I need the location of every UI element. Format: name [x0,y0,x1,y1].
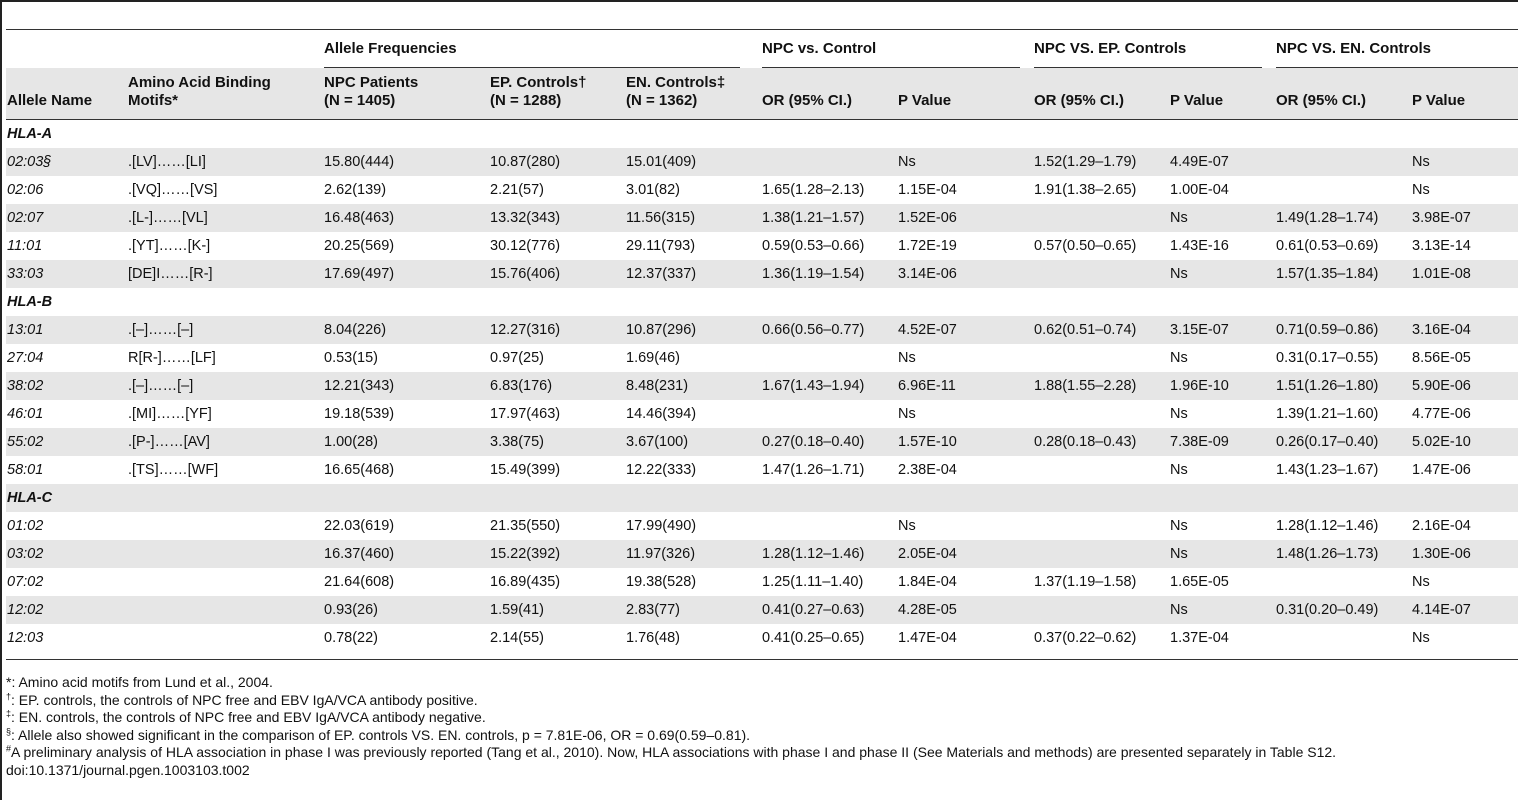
cell-p-npc-control: Ns [898,406,916,422]
cell-p-npc-ep: Ns [1170,462,1188,478]
cell-or-npc-ep: 1.52(1.29–1.79) [1034,154,1137,170]
table-row [6,400,1518,428]
table-bottom-rule [6,659,1518,660]
cell-npc-patients: 17.69(497) [324,266,395,282]
cell-or-npc-control: 1.28(1.12–1.46) [762,546,865,562]
cell-npc-patients: 0.93(26) [324,602,379,618]
cell-p-npc-control: Ns [898,350,916,366]
cell-motif: R[R-]……[LF] [128,350,216,366]
cell-p-npc-en: 1.30E-06 [1412,546,1471,562]
footnote-mark: # [6,743,12,754]
cell-p-npc-control: 6.96E-11 [898,378,956,394]
table-row [6,624,1518,652]
section-row [6,120,1518,148]
cell-or-npc-en: 0.71(0.59–0.86) [1276,322,1379,338]
cell-or-npc-ep: 0.37(0.22–0.62) [1034,630,1137,646]
cell-p-npc-ep: 1.43E-16 [1170,238,1229,254]
cell-allele-name: 27:04 [7,350,44,366]
section-row [6,484,1518,512]
footnote-mark: ‡ [6,708,12,719]
cell-ep-controls: 10.87(280) [490,154,561,170]
col-header-or-npc-en: OR (95% CI.) [1276,92,1367,109]
col-header-p-npc-ep: P Value [1170,92,1224,109]
col-header-npc-patients: NPC Patients (N = 1405) [324,74,419,109]
cell-npc-patients: 0.78(22) [324,630,379,646]
col-header-or-npc-control: OR (95% CI.) [762,92,853,109]
cell-npc-patients: 16.48(463) [324,210,395,226]
cell-p-npc-ep: 1.00E-04 [1170,182,1229,198]
cell-or-npc-en: 1.57(1.35–1.84) [1276,266,1379,282]
col-header-motifs: Amino Acid Binding Motifs* [128,74,271,109]
header-group-npc-vs-en: NPC VS. EN. Controls [1276,40,1432,57]
cell-p-npc-ep: Ns [1170,602,1188,618]
cell-p-npc-control: 1.15E-04 [898,182,957,198]
footnote-mark: † [6,690,12,701]
cell-or-npc-control: 0.41(0.25–0.65) [762,630,865,646]
cell-or-npc-en: 1.28(1.12–1.46) [1276,518,1379,534]
cell-p-npc-ep: Ns [1170,546,1188,562]
cell-p-npc-control: 2.05E-04 [898,546,957,562]
cell-en-controls: 8.48(231) [626,378,689,394]
cell-p-npc-en: Ns [1412,574,1430,590]
footnote [6,709,1336,727]
cell-p-npc-control: Ns [898,518,916,534]
footnote-mark: § [6,725,12,736]
cell-allele-name: 02:07 [7,210,44,226]
cell-ep-controls: 2.14(55) [490,630,545,646]
cell-allele-name: 01:02 [7,518,44,534]
cell-en-controls: 1.69(46) [626,350,681,366]
cell-p-npc-control: 3.14E-06 [898,266,957,282]
cell-p-npc-ep: 7.38E-09 [1170,434,1229,450]
footnote-mark: * [6,674,12,690]
table-row [6,260,1518,288]
cell-p-npc-control: 1.47E-04 [898,630,957,646]
cell-p-npc-ep: 3.15E-07 [1170,322,1229,338]
cell-p-npc-en: 3.13E-14 [1412,238,1471,254]
cell-en-controls: 11.56(315) [626,210,696,226]
column-header-row [6,68,1518,120]
table-row [6,316,1518,344]
cell-en-controls: 3.67(100) [626,434,689,450]
cell-ep-controls: 1.59(41) [490,602,545,618]
cell-or-npc-en: 0.61(0.53–0.69) [1276,238,1379,254]
cell-or-npc-control: 0.66(0.56–0.77) [762,322,865,338]
cell-motif: .[TS]……[WF] [128,462,219,478]
cell-motif: .[YT]……[K-] [128,238,211,254]
cell-p-npc-control: 1.72E-19 [898,238,957,254]
col-header-or-npc-ep: OR (95% CI.) [1034,92,1125,109]
cell-npc-patients: 15.80(444) [324,154,395,170]
header-group-npc-vs-ep: NPC VS. EP. Controls [1034,40,1187,57]
cell-or-npc-control: 1.67(1.43–1.94) [762,378,865,394]
cell-p-npc-ep: 4.49E-07 [1170,154,1229,170]
cell-allele-name: 11:01 [7,238,43,254]
cell-ep-controls: 21.35(550) [490,518,561,534]
header-group-npc-vs-control: NPC vs. Control [762,40,877,57]
footnote [6,762,1336,780]
cell-allele-name: 38:02 [7,378,44,394]
col-header-p-npc-control: P Value [898,92,952,109]
footnote [6,744,1336,762]
cell-en-controls: 10.87(296) [626,322,697,338]
cell-motif: .[VQ]……[VS] [128,182,218,198]
table-row [6,596,1518,624]
cell-ep-controls: 0.97(25) [490,350,545,366]
cell-p-npc-en: Ns [1412,182,1430,198]
cell-ep-controls: 2.21(57) [490,182,545,198]
section-label: HLA-A [7,126,53,142]
cell-or-npc-control: 0.41(0.27–0.63) [762,602,865,618]
footnote [6,674,1336,692]
table-row [6,540,1518,568]
header-group-allele-frequencies: Allele Frequencies [324,40,457,57]
footnote-text: doi:10.1371/journal.pgen.1003103.t002 [6,761,250,778]
cell-allele-name: 46:01 [7,406,44,422]
cell-ep-controls: 15.76(406) [490,266,561,282]
cell-motif: .[–]……[–] [128,322,194,338]
cell-p-npc-control: 1.84E-04 [898,574,957,590]
cell-motif: .[LV]……[LI] [128,154,206,170]
cell-or-npc-en: 1.39(1.21–1.60) [1276,406,1379,422]
table-row [6,428,1518,456]
cell-p-npc-en: 8.56E-05 [1412,350,1471,366]
cell-allele-name: 55:02 [7,434,44,450]
cell-npc-patients: 12.21(343) [324,378,395,394]
cell-p-npc-ep: Ns [1170,518,1188,534]
cell-en-controls: 17.99(490) [626,518,697,534]
cell-ep-controls: 30.12(776) [490,238,561,254]
cell-or-npc-en: 0.31(0.17–0.55) [1276,350,1379,366]
cell-or-npc-control: 1.65(1.28–2.13) [762,182,865,198]
cell-p-npc-ep: 1.65E-05 [1170,574,1229,590]
cell-or-npc-control: 0.59(0.53–0.66) [762,238,865,254]
cell-p-npc-en: 4.77E-06 [1412,406,1471,422]
cell-npc-patients: 21.64(608) [324,574,395,590]
cell-en-controls: 1.76(48) [626,630,681,646]
cell-motif: .[MI]……[YF] [128,406,212,422]
cell-or-npc-ep: 0.57(0.50–0.65) [1034,238,1137,254]
cell-p-npc-en: 5.90E-06 [1412,378,1471,394]
cell-or-npc-ep: 0.62(0.51–0.74) [1034,322,1137,338]
cell-allele-name: 58:01 [7,462,44,478]
cell-p-npc-ep: Ns [1170,210,1188,226]
table-top-rule [6,29,1518,30]
cell-allele-name: 33:03 [7,266,44,282]
cell-motif: [DE]I……[R-] [128,266,213,282]
cell-p-npc-ep: 1.37E-04 [1170,630,1229,646]
cell-npc-patients: 0.53(15) [324,350,379,366]
footnote-text: A preliminary analysis of HLA association in phase I was previously reported (Tang et al., 2010). Now, HLA associations with phase I and phase II (See Materials and methods) are presented separately in Table S12. [11,744,1337,760]
cell-p-npc-en: Ns [1412,154,1430,170]
cell-p-npc-en: 3.98E-07 [1412,210,1471,226]
cell-p-npc-en: Ns [1412,630,1430,646]
cell-p-npc-control: 2.38E-04 [898,462,957,478]
cell-p-npc-ep: 1.96E-10 [1170,378,1229,394]
cell-p-npc-control: Ns [898,154,916,170]
cell-p-npc-en: 3.16E-04 [1412,322,1471,338]
table-row [6,512,1518,540]
footnote-text: : EP. controls, the controls of NPC free and EBV IgA/VCA antibody positive. [11,691,478,708]
cell-or-npc-ep: 1.91(1.38–2.65) [1034,182,1137,198]
table-row [6,148,1518,176]
cell-or-npc-control: 0.27(0.18–0.40) [762,434,865,450]
cell-allele-name: 12:02 [7,602,44,618]
cell-p-npc-control: 1.57E-10 [898,434,957,450]
cell-or-npc-control: 1.25(1.11–1.40) [762,574,864,590]
cell-or-npc-en: 0.26(0.17–0.40) [1276,434,1379,450]
cell-motif: .[L-]……[VL] [128,210,208,226]
cell-ep-controls: 3.38(75) [490,434,545,450]
col-header-en-controls: EN. Controls‡ (N = 1362) [626,74,726,109]
cell-en-controls: 19.38(528) [626,574,697,590]
table-row [6,372,1518,400]
cell-npc-patients: 20.25(569) [324,238,395,254]
cell-ep-controls: 15.49(399) [490,462,561,478]
cell-allele-name: 07:02 [7,574,44,590]
col-header-ep-controls: EP. Controls† (N = 1288) [490,74,587,109]
cell-or-npc-ep: 1.88(1.55–2.28) [1034,378,1137,394]
cell-en-controls: 14.46(394) [626,406,697,422]
cell-npc-patients: 1.00(28) [324,434,379,450]
cell-en-controls: 12.22(333) [626,462,697,478]
cell-or-npc-en: 1.51(1.26–1.80) [1276,378,1379,394]
cell-or-npc-control: 1.47(1.26–1.71) [762,462,865,478]
table-row [6,204,1518,232]
cell-allele-name: 03:02 [7,546,44,562]
cell-en-controls: 12.37(337) [626,266,697,282]
footnote [6,692,1336,710]
cell-en-controls: 29.11(793) [626,238,696,254]
cell-ep-controls: 15.22(392) [490,546,561,562]
cell-p-npc-ep: Ns [1170,350,1188,366]
table-row [6,176,1518,204]
cell-npc-patients: 2.62(139) [324,182,387,198]
cell-p-npc-ep: Ns [1170,406,1188,422]
cell-p-npc-en: 1.47E-06 [1412,462,1471,478]
cell-motif: .[–]……[–] [128,378,194,394]
cell-npc-patients: 19.18(539) [324,406,395,422]
cell-p-npc-control: 1.52E-06 [898,210,957,226]
cell-p-npc-en: 5.02E-10 [1412,434,1471,450]
col-header-allele-name: Allele Name [7,92,93,109]
cell-or-npc-en: 1.43(1.23–1.67) [1276,462,1379,478]
cell-p-npc-control: 4.52E-07 [898,322,957,338]
cell-p-npc-en: 2.16E-04 [1412,518,1471,534]
cell-ep-controls: 17.97(463) [490,406,561,422]
cell-or-npc-en: 1.49(1.28–1.74) [1276,210,1379,226]
cell-ep-controls: 12.27(316) [490,322,561,338]
section-row [6,288,1518,316]
cell-or-npc-en: 1.48(1.26–1.73) [1276,546,1379,562]
cell-ep-controls: 16.89(435) [490,574,561,590]
cell-en-controls: 3.01(82) [626,182,681,198]
cell-npc-patients: 16.65(468) [324,462,395,478]
table-footnotes [6,674,1336,779]
footnote-text: : Allele also showed significant in the comparison of EP. controls VS. EN. controls, p = 7.81E-06, OR = 0.69(0.59–0.81). [11,726,751,743]
section-label: HLA-C [7,490,53,506]
cell-allele-name: 13:01 [7,322,44,338]
footnote [6,727,1336,745]
cell-allele-name: 02:03§ [7,154,52,170]
cell-npc-patients: 16.37(460) [324,546,395,562]
cell-allele-name: 12:03 [7,630,44,646]
cell-or-npc-en: 0.31(0.20–0.49) [1276,602,1379,618]
section-label: HLA-B [7,294,53,310]
cell-en-controls: 15.01(409) [626,154,697,170]
cell-p-npc-en: 4.14E-07 [1412,602,1471,618]
footnote-text: : EN. controls, the controls of NPC free and EBV IgA/VCA antibody negative. [11,709,486,725]
table-body [6,120,1518,652]
cell-p-npc-control: 4.28E-05 [898,602,957,618]
cell-ep-controls: 13.32(343) [490,210,561,226]
table-row [6,456,1518,484]
cell-or-npc-ep: 0.28(0.18–0.43) [1034,434,1137,450]
cell-p-npc-ep: Ns [1170,266,1188,282]
cell-allele-name: 02:06 [7,182,44,198]
cell-or-npc-control: 1.38(1.21–1.57) [762,210,865,226]
cell-ep-controls: 6.83(176) [490,378,553,394]
cell-npc-patients: 22.03(619) [324,518,395,534]
footnote-text: : Amino acid motifs from Lund et al., 2004. [11,674,273,690]
cell-or-npc-ep: 1.37(1.19–1.58) [1034,574,1137,590]
cell-en-controls: 2.83(77) [626,602,681,618]
table-row [6,232,1518,260]
cell-motif: .[P-]……[AV] [128,434,210,450]
col-header-p-npc-en: P Value [1412,92,1466,109]
cell-p-npc-en: 1.01E-08 [1412,266,1471,282]
table-row [6,344,1518,372]
table-row [6,568,1518,596]
cell-or-npc-control: 1.36(1.19–1.54) [762,266,865,282]
cell-npc-patients: 8.04(226) [324,322,387,338]
cell-en-controls: 11.97(326) [626,546,696,562]
